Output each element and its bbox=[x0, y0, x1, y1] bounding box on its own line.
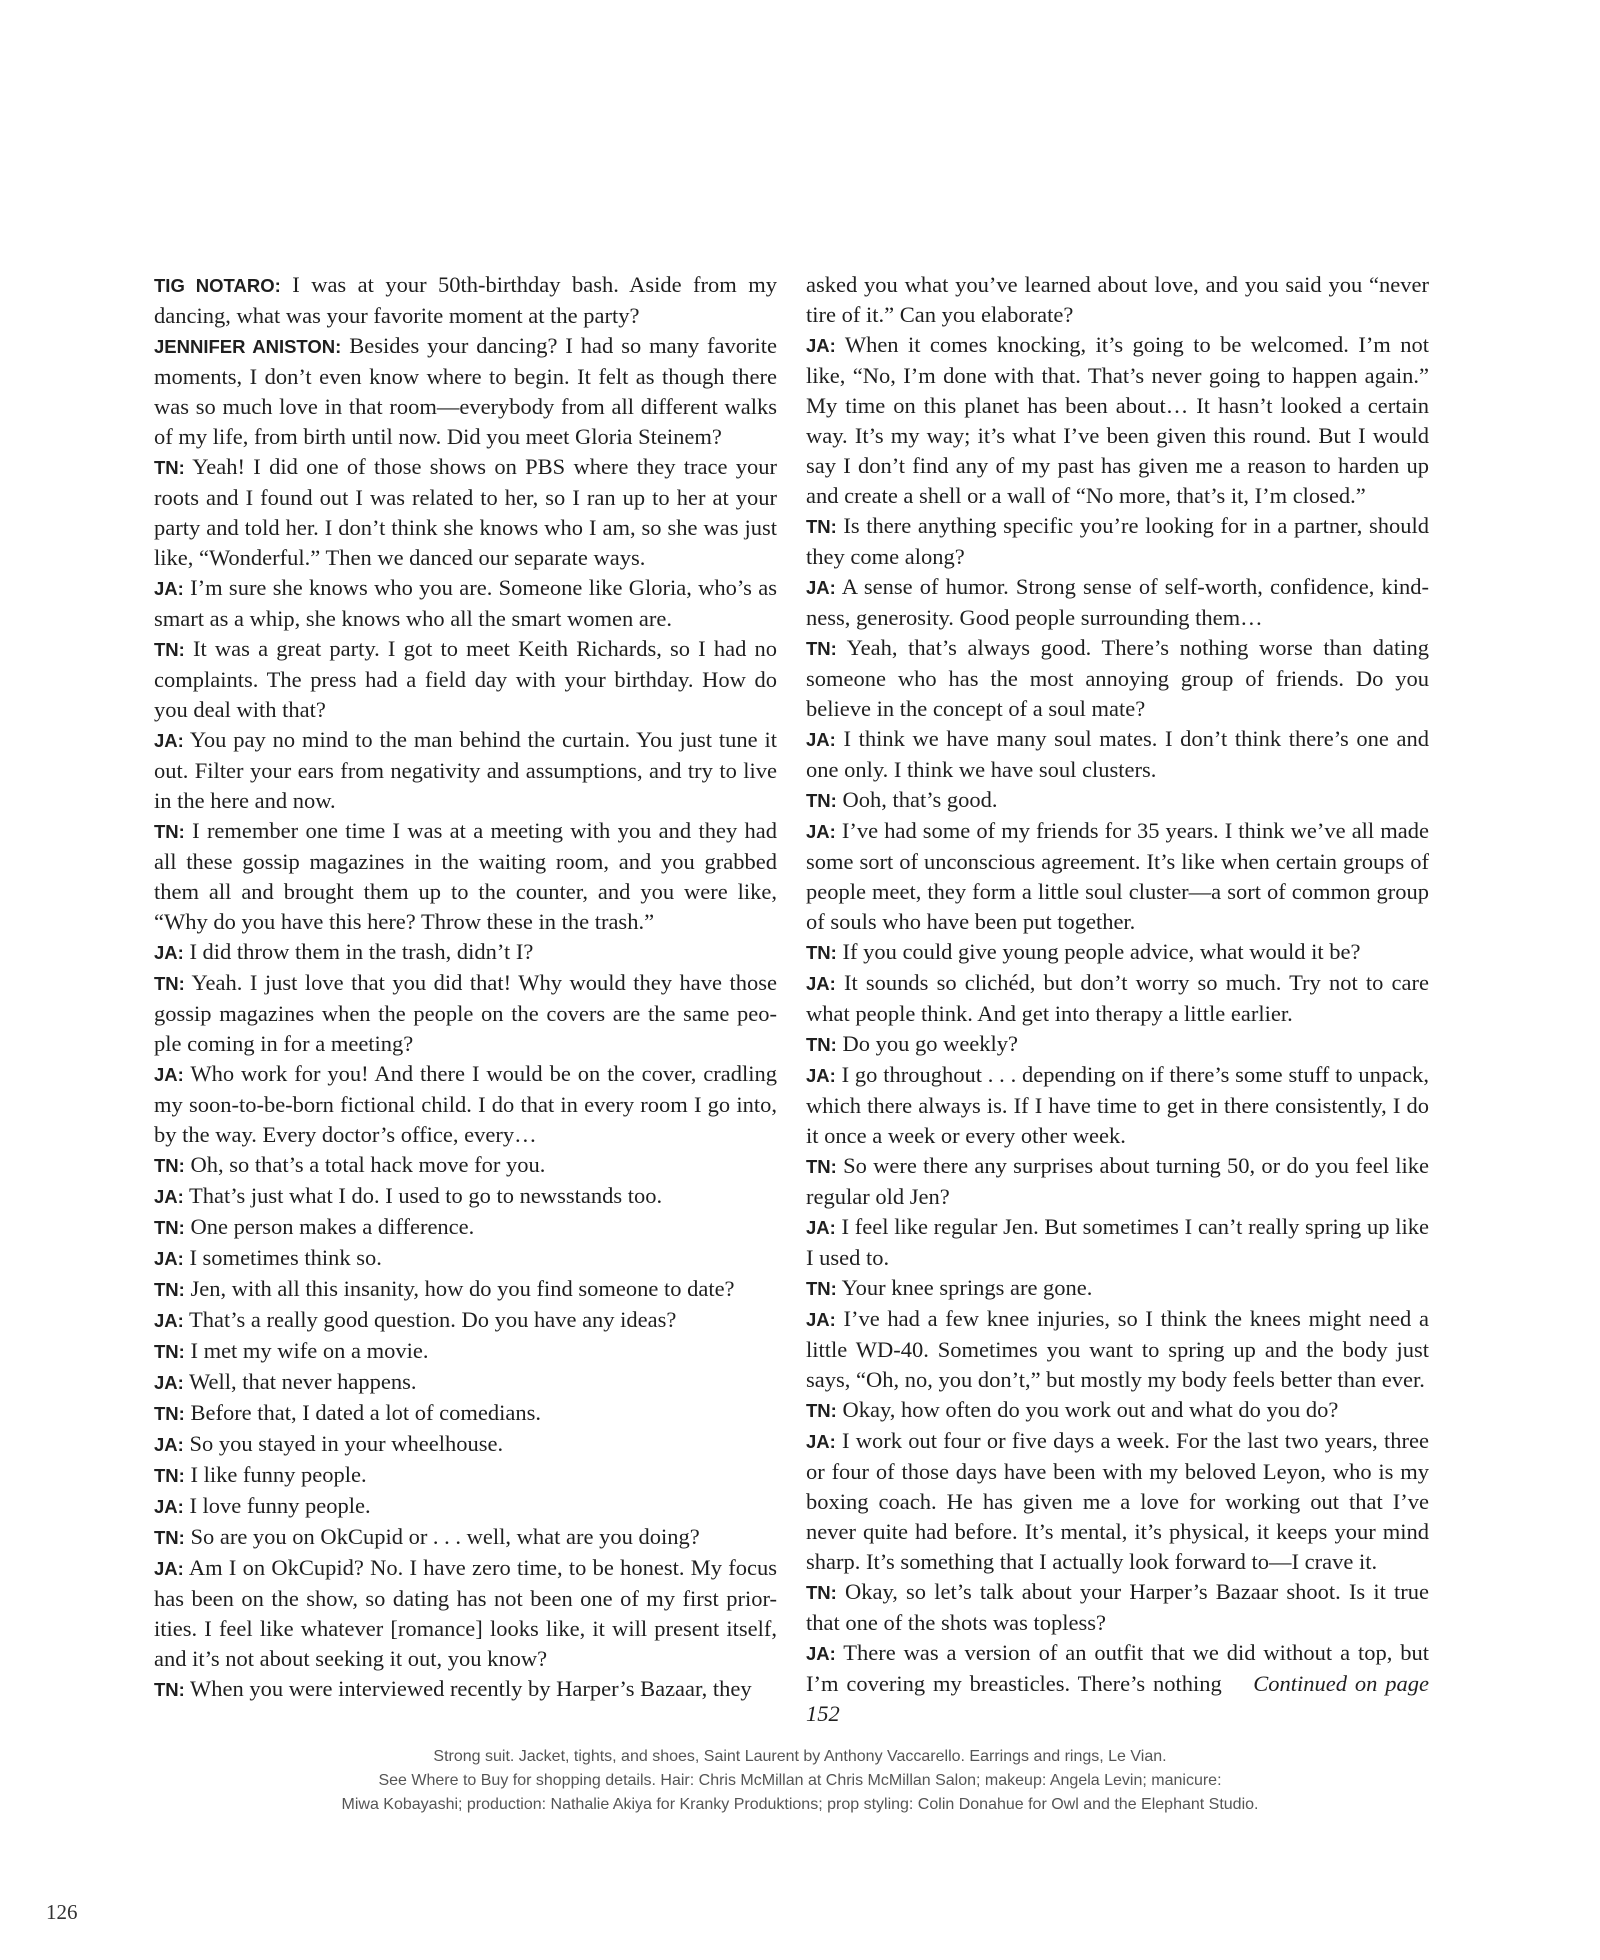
credits-line: Strong suit. Jacket, tights, and shoes, Saint Laurent by Anthony Vaccarello. Earrings and rings, Le Vian. bbox=[433, 1748, 1167, 1765]
dialogue-paragraph bbox=[154, 1553, 777, 1674]
dialogue-text: Do you go weekly? bbox=[836, 1031, 1019, 1056]
dialogue-text: It was a great party. I got to meet Keith Richards, so I had no complaints. The press had a field day with your birthday. How do you deal with that? bbox=[154, 636, 777, 722]
speaker-label: TN: bbox=[154, 457, 185, 478]
dialogue-paragraph bbox=[806, 1304, 1429, 1395]
speaker-label: TIG NOTARO: bbox=[154, 275, 281, 296]
speaker-label: TN: bbox=[154, 1279, 185, 1300]
speaker-label: JA: bbox=[154, 1496, 184, 1517]
dialogue-text: asked you what you’ve learned about love, and you said you “never tire of it.” Can you elaborate? bbox=[806, 272, 1429, 327]
dialogue-text: Who work for you! And there I would be on the cover, cradling my soon-to-be-born fictional child. I do that in every room I go into, by the way. Every doctor’s office, every… bbox=[154, 1061, 777, 1147]
dialogue-text: Yeah. I just love that you did that! Why would they have those gossip magazines when the people on the covers are the same peo-ple coming in for a meeting? bbox=[154, 970, 777, 1056]
speaker-label: TN: bbox=[154, 1155, 185, 1176]
dialogue-paragraph bbox=[154, 1212, 777, 1243]
speaker-label: TN: bbox=[154, 1341, 185, 1362]
dialogue-paragraph bbox=[154, 816, 777, 937]
speaker-label: TN: bbox=[806, 942, 837, 963]
dialogue-text: I feel like regular Jen. But sometimes I can’t really spring up like I used to. bbox=[806, 1214, 1429, 1270]
dialogue-text: A sense of humor. Strong sense of self-worth, confidence, kind-ness, generosity. Good people surrounding them… bbox=[806, 574, 1429, 630]
dialogue-text: I work out four or five days a week. For the last two years, three or four of those days have been with my beloved Leyon, who is my boxing coach. He has given me a love for working out that I’ve never quite had before. It’s mental, it’s physical, it keeps your mind sharp. It’s something that I actually look forward to—I crave it. bbox=[806, 1428, 1429, 1574]
speaker-label: TN: bbox=[806, 1156, 837, 1177]
dialogue-text: I love funny people. bbox=[183, 1493, 371, 1518]
spacer bbox=[1222, 1671, 1254, 1696]
speaker-label: JA: bbox=[154, 730, 184, 751]
dialogue-text: I was at your 50th-birthday bash. Aside from my dancing, what was your favorite moment at the party? bbox=[154, 272, 778, 328]
dialogue-text: Is there anything specific you’re looking for in a partner, should they come along? bbox=[806, 513, 1429, 569]
speaker-label: TN: bbox=[154, 1217, 185, 1238]
dialogue-paragraph bbox=[154, 725, 777, 816]
speaker-label: JA: bbox=[806, 729, 836, 750]
speaker-label: TN: bbox=[154, 639, 185, 660]
dialogue-paragraph bbox=[806, 511, 1429, 572]
dialogue-paragraph bbox=[154, 1181, 777, 1212]
dialogue-paragraph bbox=[806, 633, 1429, 724]
credits-line: See Where to Buy for shopping details. Hair: Chris McMillan at Chris McMillan Salon; makeup: Angela Levin; manicure: bbox=[378, 1772, 1222, 1789]
dialogue-paragraph bbox=[154, 1059, 777, 1150]
speaker-label: JA: bbox=[806, 1065, 836, 1086]
speaker-label: JA: bbox=[806, 1431, 836, 1452]
dialogue-text: So you stayed in your wheelhouse. bbox=[183, 1431, 504, 1456]
speaker-label: TN: bbox=[154, 821, 185, 842]
speaker-label: TN: bbox=[806, 1278, 837, 1299]
speaker-label: JA: bbox=[806, 1643, 836, 1664]
speaker-label: TN: bbox=[806, 638, 837, 659]
article-column-left bbox=[154, 270, 777, 1705]
article-column-right bbox=[806, 270, 1429, 1729]
dialogue-paragraph bbox=[806, 1577, 1429, 1638]
dialogue-paragraph bbox=[806, 724, 1429, 785]
dialogue-paragraph bbox=[806, 1638, 1429, 1729]
dialogue-paragraph bbox=[806, 1151, 1429, 1212]
dialogue-text: I go throughout . . . depending on if there’s some stuff to unpack, which there always is. If I have time to get in there consistently, I do it once a week or every other week. bbox=[806, 1062, 1429, 1148]
speaker-label: JA: bbox=[154, 942, 184, 963]
photo-credits bbox=[180, 1745, 1420, 1817]
dialogue-paragraph bbox=[154, 1274, 777, 1305]
dialogue-paragraph bbox=[806, 1273, 1429, 1304]
dialogue-paragraph bbox=[154, 270, 777, 331]
speaker-label: JA: bbox=[154, 1372, 184, 1393]
dialogue-paragraph bbox=[154, 1398, 777, 1429]
speaker-label: TN: bbox=[806, 790, 837, 811]
dialogue-paragraph bbox=[154, 1150, 777, 1181]
speaker-label: TN: bbox=[154, 973, 185, 994]
dialogue-paragraph bbox=[154, 1522, 777, 1553]
speaker-label: TN: bbox=[154, 1403, 185, 1424]
dialogue-paragraph bbox=[154, 1305, 777, 1336]
dialogue-text: Before that, I dated a lot of comedians. bbox=[184, 1400, 541, 1425]
dialogue-text: Okay, so let’s talk about your Harper’s Bazaar shoot. Is it true that one of the shots was topless? bbox=[806, 1579, 1429, 1635]
speaker-label: TN: bbox=[154, 1465, 185, 1486]
dialogue-text: I like funny people. bbox=[184, 1462, 367, 1487]
speaker-label: JA: bbox=[806, 1217, 836, 1238]
speaker-label: JA: bbox=[154, 1434, 184, 1455]
dialogue-paragraph bbox=[806, 330, 1429, 511]
page-number: 126 bbox=[46, 1900, 78, 1924]
speaker-label: TN: bbox=[154, 1679, 185, 1700]
dialogue-paragraph bbox=[154, 331, 777, 452]
dialogue-text: Well, that never happens. bbox=[183, 1369, 417, 1394]
dialogue-paragraph bbox=[154, 1367, 777, 1398]
dialogue-text: If you could give young people advice, what would it be? bbox=[836, 939, 1361, 964]
continued-note: Continued on page 152 bbox=[806, 1671, 1430, 1726]
dialogue-text: I sometimes think so. bbox=[183, 1245, 382, 1270]
dialogue-paragraph bbox=[154, 1491, 777, 1522]
dialogue-paragraph bbox=[806, 1029, 1429, 1060]
speaker-label: TN: bbox=[154, 1527, 185, 1548]
speaker-label: JA: bbox=[154, 1186, 184, 1207]
dialogue-text: When it comes knocking, it’s going to be welcomed. I’m not like, “No, I’m done with that. That’s never going to happen again.” My time on this planet has been about… It hasn’t looked a certain way. It’s my way; it’s what I’ve been given this round. But I would say I don’t find any of my past has given me a reason to harden up and create a shell or a wall of “No more, that’s it, I’m closed.” bbox=[806, 332, 1429, 508]
dialogue-text: Okay, how often do you work out and what do you do? bbox=[836, 1397, 1339, 1422]
dialogue-text: Oh, so that’s a total hack move for you. bbox=[184, 1152, 546, 1177]
speaker-label: JA: bbox=[806, 973, 836, 994]
speaker-label: TN: bbox=[806, 1582, 837, 1603]
dialogue-text: I’ve had some of my friends for 35 years. I think we’ve all made some sort of unconscious agreement. It’s like when certain groups of people meet, they form a little soul cluster—a sort of common group of souls who have been put together. bbox=[806, 818, 1429, 934]
dialogue-text: So were there any surprises about turning 50, or do you feel like regular old Jen? bbox=[806, 1153, 1429, 1209]
dialogue-text: That’s just what I do. I used to go to newsstands too. bbox=[183, 1183, 663, 1208]
dialogue-text: Jen, with all this insanity, how do you find someone to date? bbox=[184, 1276, 735, 1301]
dialogue-paragraph bbox=[806, 572, 1429, 633]
dialogue-text: Yeah! I did one of those shows on PBS where they trace your roots and I found out I was related to her, so I ran up to her at your party and told her. I don’t think she knows who I am, so she was just like, “Wonderful.” Then we danced our separate ways. bbox=[154, 454, 777, 570]
dialogue-paragraph bbox=[806, 968, 1429, 1029]
dialogue-paragraph bbox=[806, 1212, 1429, 1273]
dialogue-text: Am I on OkCupid? No. I have zero time, to be honest. My focus has been on the show, so dating has not been one of my first prior-ities. I feel like whatever [romance] looks like, it will present itself, and it’s not about seeking it out, you know? bbox=[154, 1555, 777, 1671]
dialogue-text: I’ve had a few knee injuries, so I think the knees might need a little WD-40. Sometimes you want to spring up and the body just says, “Oh, no, you don’t,” but mostly my body feels better than ever. bbox=[806, 1306, 1429, 1392]
speaker-label: JA: bbox=[154, 1248, 184, 1269]
dialogue-paragraph bbox=[154, 1460, 777, 1491]
speaker-label: JA: bbox=[806, 577, 836, 598]
dialogue-paragraph bbox=[154, 1336, 777, 1367]
speaker-label: TN: bbox=[806, 1034, 837, 1055]
speaker-label: JA: bbox=[154, 578, 184, 599]
dialogue-paragraph bbox=[154, 1674, 777, 1705]
speaker-label: JA: bbox=[154, 1064, 184, 1085]
dialogue-text: You pay no mind to the man behind the curtain. You just tune it out. Filter your ears from negativity and assumptions, and try to live in the here and now. bbox=[154, 727, 777, 813]
dialogue-text: Yeah, that’s always good. There’s nothing worse than dating someone who has the most annoying group of friends. Do you believe in the concept of a soul mate? bbox=[806, 635, 1429, 721]
dialogue-text: I’m sure she knows who you are. Someone like Gloria, who’s as smart as a whip, she knows who all the smart women are. bbox=[154, 575, 777, 631]
dialogue-paragraph bbox=[806, 816, 1429, 937]
dialogue-text: Your knee springs are gone. bbox=[836, 1275, 1093, 1300]
speaker-label: JENNIFER ANISTON: bbox=[154, 336, 342, 357]
dialogue-paragraph bbox=[154, 968, 777, 1059]
dialogue-text: Besides your dancing? I had so many favorite moments, I don’t even know where to begin. It felt as though there was so much love in that room—everybody from all different walks of my life, from birth until now. Did you meet Gloria Steinem? bbox=[154, 333, 777, 449]
speaker-label: JA: bbox=[806, 1309, 836, 1330]
dialogue-paragraph bbox=[806, 1395, 1429, 1426]
dialogue-paragraph bbox=[806, 937, 1429, 968]
speaker-label: TN: bbox=[806, 516, 837, 537]
dialogue-paragraph bbox=[154, 452, 777, 573]
dialogue-paragraph bbox=[154, 573, 777, 634]
dialogue-text: There was a version of an outfit that we did without a top, but I’m covering my breasticles. There’s nothing bbox=[806, 1640, 1429, 1696]
dialogue-text: I met my wife on a movie. bbox=[184, 1338, 429, 1363]
dialogue-paragraph bbox=[154, 937, 777, 968]
speaker-label: JA: bbox=[154, 1310, 184, 1331]
dialogue-paragraph bbox=[806, 785, 1429, 816]
dialogue-text: It sounds so clichéd, but don’t worry so much. Try not to care what people think. And get into therapy a little earlier. bbox=[806, 970, 1429, 1026]
dialogue-text: I did throw them in the trash, didn’t I? bbox=[183, 939, 534, 964]
dialogue-paragraph bbox=[806, 1060, 1429, 1151]
dialogue-text: So are you on OkCupid or . . . well, what are you doing? bbox=[184, 1524, 700, 1549]
credits-line: Miwa Kobayashi; production: Nathalie Akiya for Kranky Produktions; prop styling: Colin Donahue for Owl and the Elephant Studio. bbox=[341, 1796, 1259, 1813]
dialogue-text: Ooh, that’s good. bbox=[836, 787, 998, 812]
dialogue-paragraph bbox=[806, 270, 1429, 330]
speaker-label: TN: bbox=[806, 1400, 837, 1421]
dialogue-paragraph bbox=[154, 634, 777, 725]
dialogue-text: One person makes a difference. bbox=[184, 1214, 475, 1239]
speaker-label: JA: bbox=[806, 335, 836, 356]
dialogue-text: I remember one time I was at a meeting with you and they had all these gossip magazines in the waiting room, and you grabbed them all and brought them up to the counter, and you were like, “Why do you have this here? Throw these in the trash.” bbox=[154, 818, 777, 934]
dialogue-paragraph bbox=[806, 1426, 1429, 1577]
dialogue-text: When you were interviewed recently by Harper’s Bazaar, they bbox=[184, 1676, 752, 1701]
dialogue-text: That’s a really good question. Do you have any ideas? bbox=[183, 1307, 677, 1332]
speaker-label: JA: bbox=[806, 821, 836, 842]
dialogue-paragraph bbox=[154, 1429, 777, 1460]
dialogue-text: I think we have many soul mates. I don’t think there’s one and one only. I think we have soul clusters. bbox=[806, 726, 1429, 782]
speaker-label: JA: bbox=[154, 1558, 184, 1579]
dialogue-paragraph bbox=[154, 1243, 777, 1274]
